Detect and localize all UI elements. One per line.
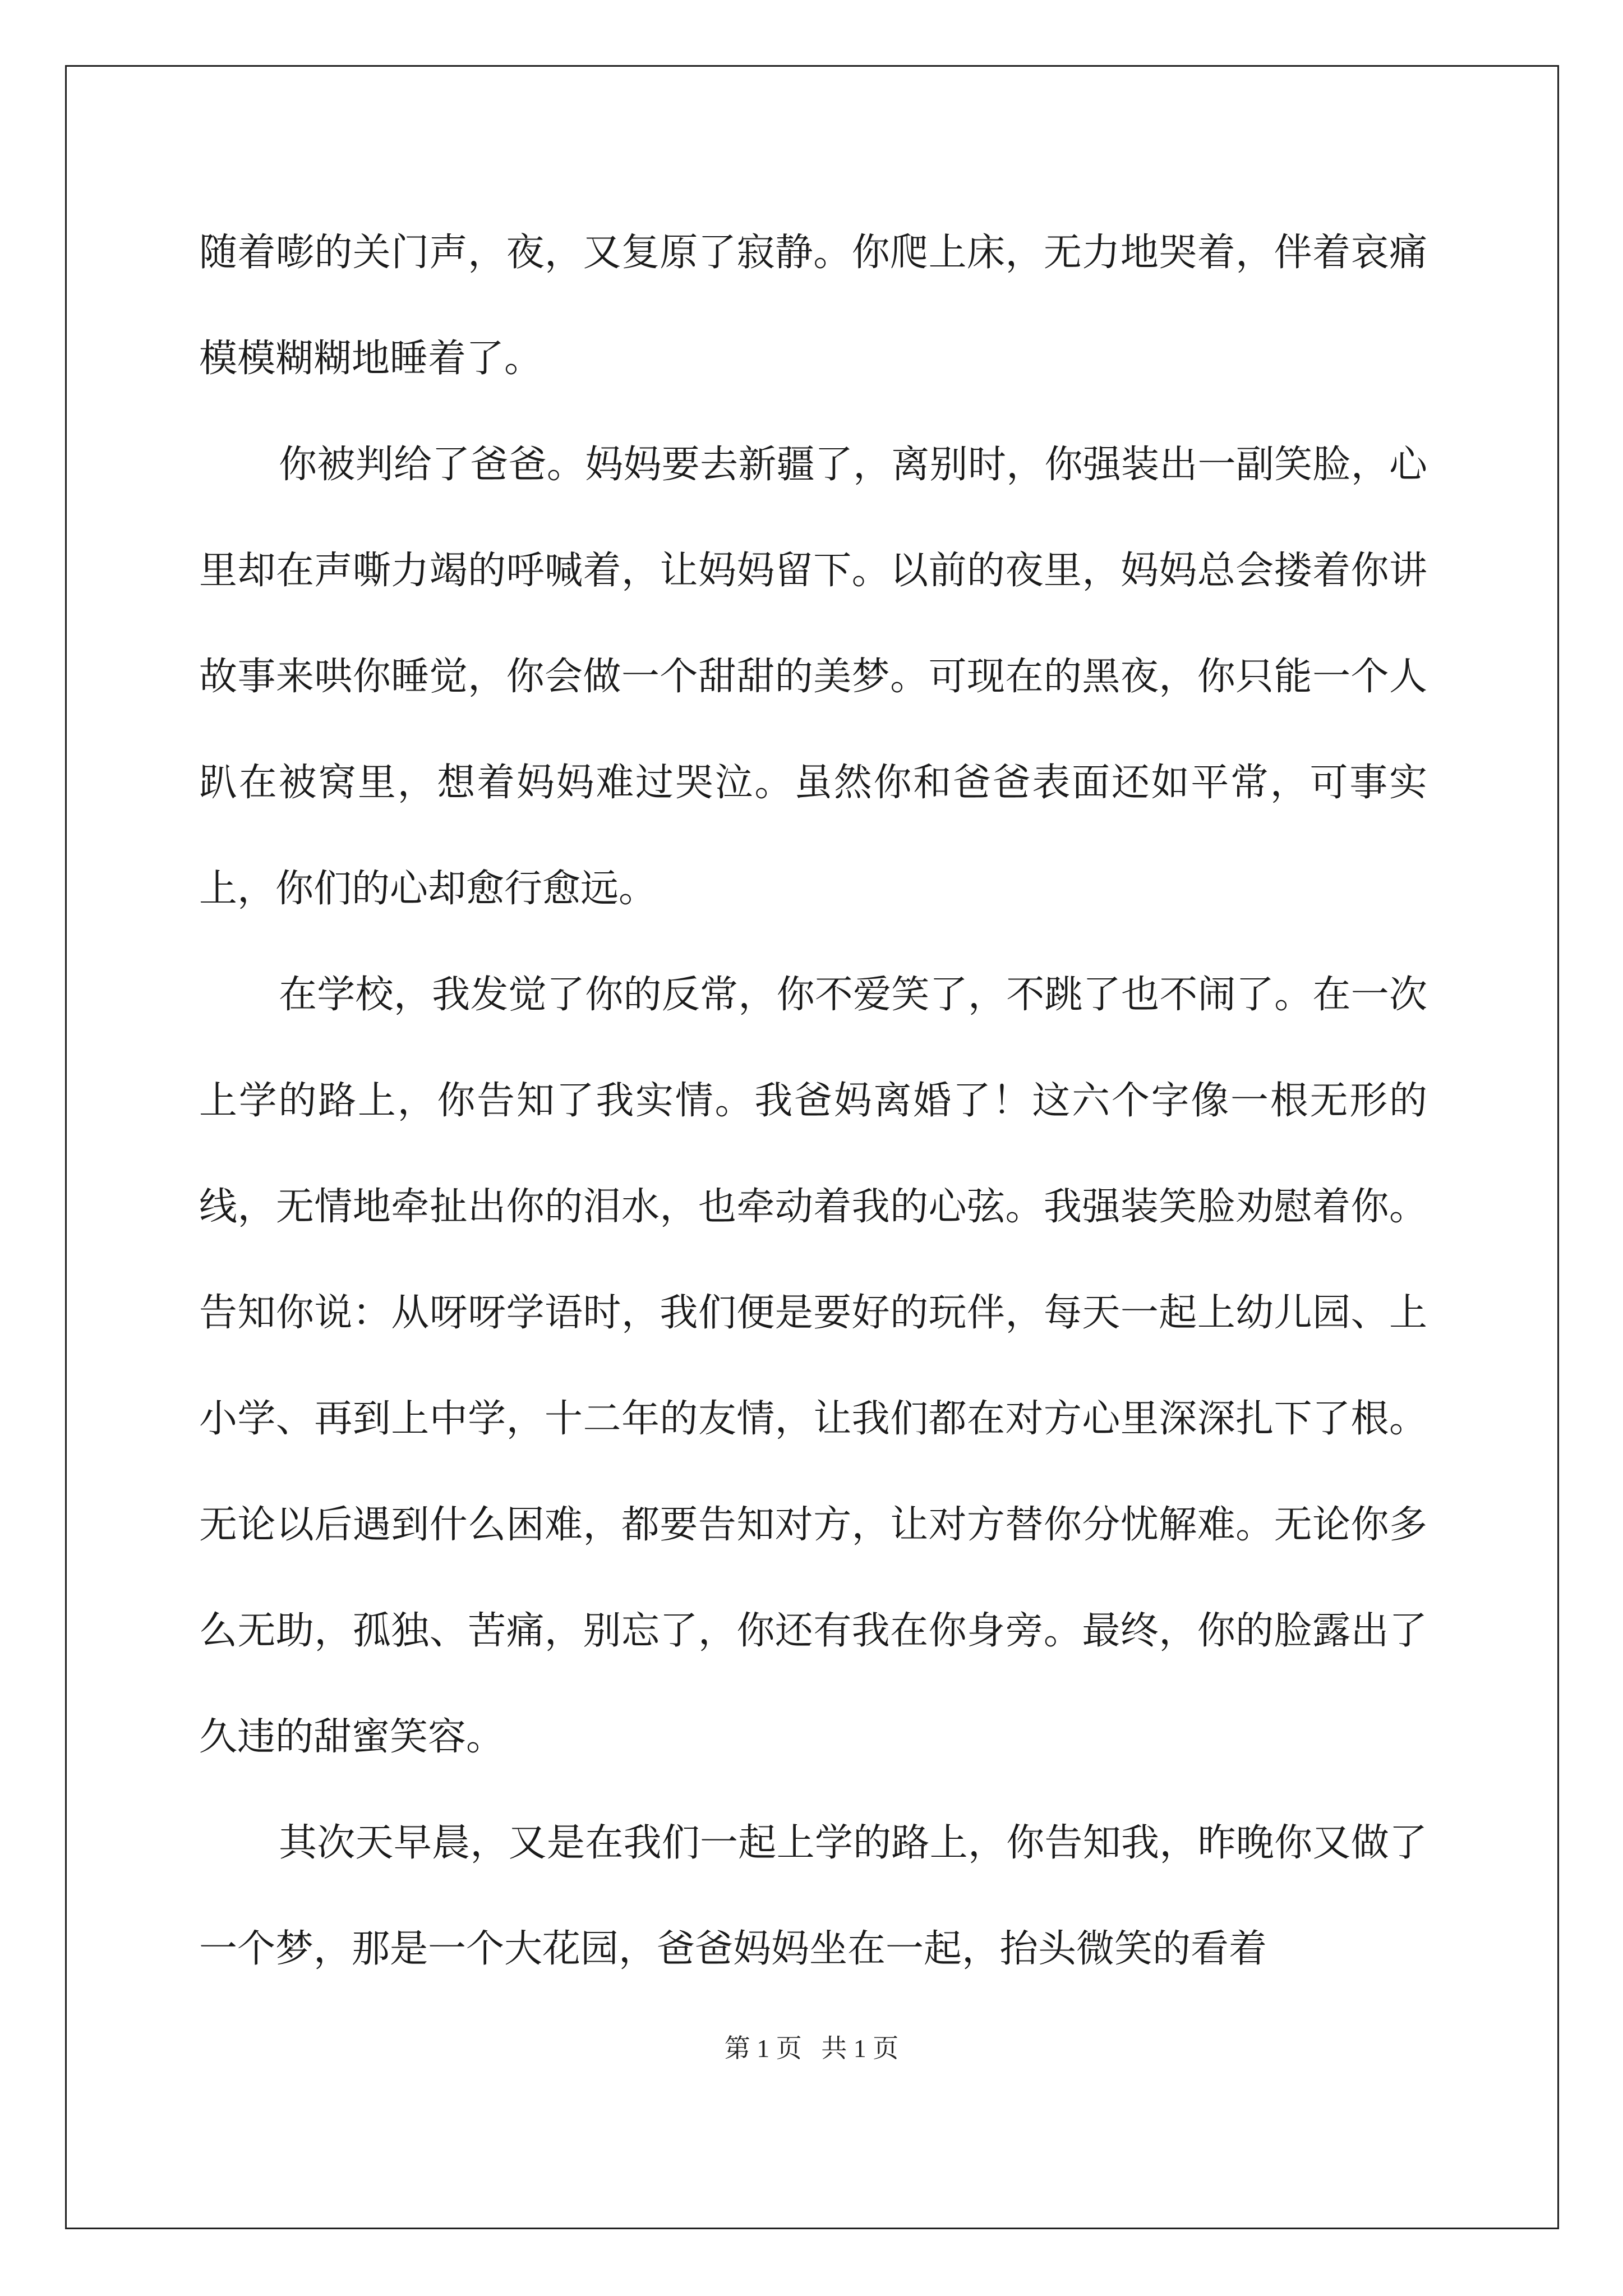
paragraph-2: 你被判给了爸爸。妈妈要去新疆了，离别时，你强装出一副笑脸，心里却在声嘶力竭的呼喊着，让妈妈留下。以前的夜里，妈妈总会搂着你讲故事来哄你睡觉，你会做一个甜甜的美梦。可现在的黑夜，你只能一个人趴在被窝里，想着妈妈难过哭泣。虽然你和爸爸表面还如平常，可事实上，你们的心却愈行愈远。 [199, 443, 1427, 911]
paragraph-4: 其次天早晨，又是在我们一起上学的路上，你告知我，昨晚你又做了一个梦，那是一个大花园，爸爸妈妈坐在一起，抬头微笑的看着 [199, 1821, 1427, 1971]
document-body [199, 200, 1427, 2002]
paragraph-3: 在学校，我发觉了你的反常，你不爱笑了，不跳了也不闹了。在一次上学的路上，你告知了我实情。我爸妈离婚了！这六个字像一根无形的线，无情地牵扯出你的泪水，也牵动着我的心弦。我强装笑脸劝慰着你。告知你说：从呀呀学语时，我们便是要好的玩伴，每天一起上幼儿园、上小学、再到上中学，十二年的友情，让我们都在对方心里深深扎下了根。无论以后遇到什么困难，都要告知对方，让对方替你分忧解难。无论你多么无助，孤独、苦痛，别忘了，你还有我在你身旁。最终，你的脸露出了久违的甜蜜笑容。 [199, 973, 1427, 1759]
paragraph-1: 随着嘭的关门声，夜，又复原了寂静。你爬上床，无力地哭着，伴着哀痛模模糊糊地睡着了。 [199, 231, 1427, 381]
page-number: 第 1 页 共 1 页 [724, 2034, 899, 2063]
